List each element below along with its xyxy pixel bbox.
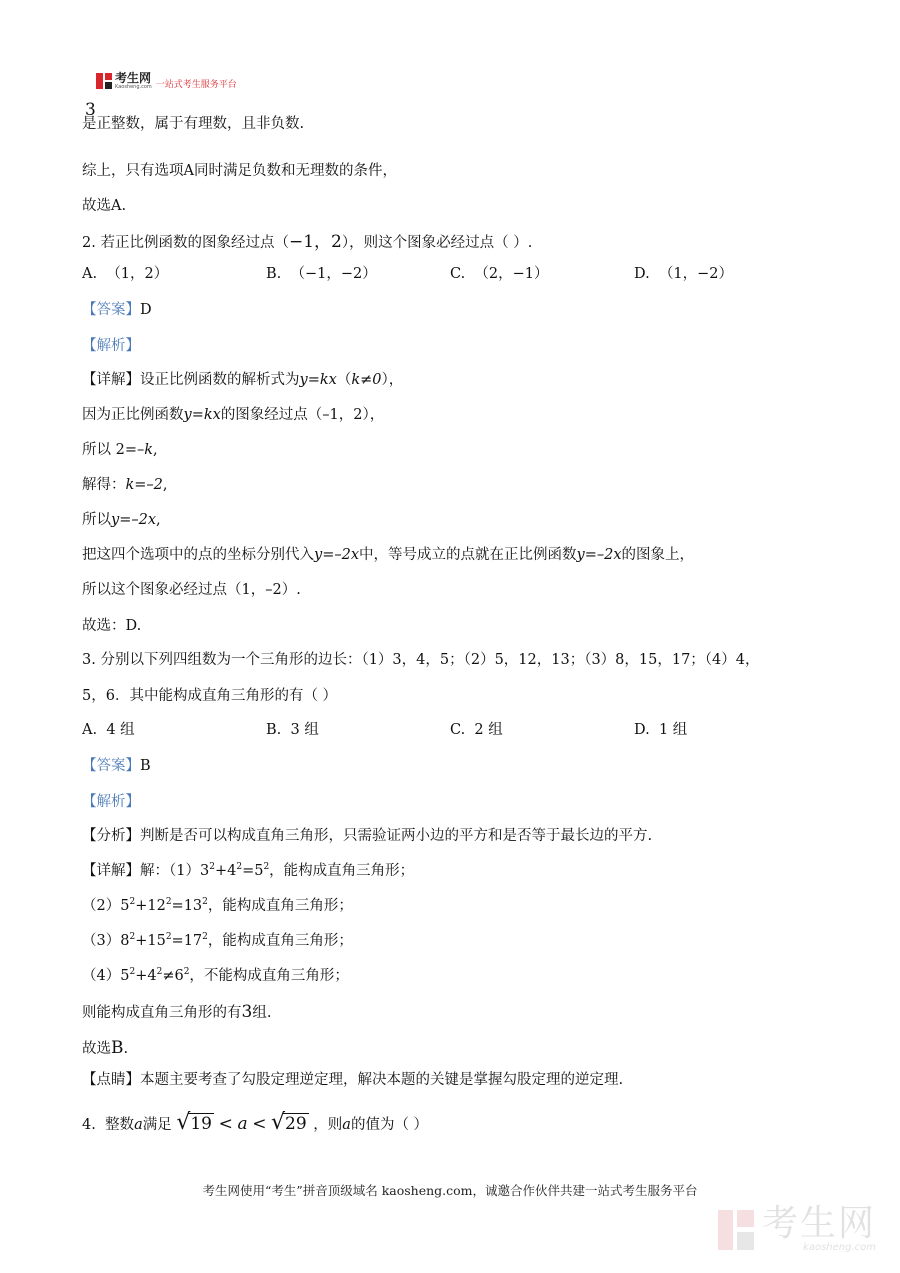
- q2-option-a: A. （1，2）: [82, 266, 169, 282]
- prev-conclusion: 故选A.: [82, 198, 127, 214]
- q2-detail-3: 所以 2=–k,: [82, 442, 158, 458]
- q3-analysis-label: 【解析】: [82, 794, 140, 810]
- q3-result: 则能构成直角三角形的有3组.: [82, 1002, 272, 1022]
- q3-stem-line2: 5，6．其中能构成直角三角形的有（ ）: [82, 688, 338, 704]
- watermark-subtext: kaosheng.com: [803, 1242, 877, 1253]
- q3-answer: 【答案】B: [82, 758, 151, 774]
- q4-stem: 4. 整数a满足 √ 19 < a < √ 29 ，则a的值为（ ）: [82, 1110, 429, 1135]
- q3-option-a: A. 4 组: [82, 722, 135, 738]
- sqrt-19: √ 19: [176, 1110, 212, 1135]
- prev-summary: 综上，只有选项A同时满足负数和无理数的条件，: [82, 163, 397, 179]
- logo-text: 考生网: [115, 71, 152, 85]
- q2-detail-6: 把这四个选项中的点的坐标分别代入y=–2x中，等号成立的点就在正比例函数y=–2x的图象上，: [82, 547, 694, 563]
- q3-detail-1: 【详解】解：$(1)3^2+4^2=5^2$，能构成直角三角形；: [82, 862, 415, 879]
- q2-detail-2: 因为正比例函数y=kx的图象经过点（–1，2），: [82, 407, 385, 423]
- watermark-text: 考生网: [762, 1203, 877, 1244]
- q3-option-d: D. 1 组: [634, 722, 688, 738]
- logo-slogan: 一站式考生服务平台: [155, 79, 237, 90]
- q2-detail-8: 故选：D.: [82, 618, 142, 634]
- watermark-logo-icon: [718, 1210, 754, 1250]
- header-logo: [96, 72, 237, 90]
- sqrt-29: √ 29: [271, 1110, 307, 1135]
- watermark: [718, 1203, 877, 1253]
- q2-option-d: D. （1，−2）: [634, 266, 734, 282]
- q2-detail-1: 【详解】设正比例函数的解析式为y=kx（k≠0），: [82, 372, 404, 388]
- q3-dianjing: 【点睛】本题主要考查了勾股定理逆定理，解决本题的关键是掌握勾股定理的逆定理.: [82, 1072, 624, 1088]
- q2-option-c: C. （2，−1）: [450, 266, 549, 282]
- q2-detail-5: 所以y=–2x,: [82, 512, 161, 528]
- q3-detail-3: $(3)8^2+15^2=17^2$，能构成直角三角形；: [82, 932, 353, 949]
- q3-fenxi: 【分析】判断是否可以构成直角三角形，只需验证两小边的平方和是否等于最长边的平方.: [82, 828, 653, 844]
- logo-subtext: Kaosheng.com: [115, 84, 152, 90]
- prev-text: 是正整数，属于有理数，且非负数.: [82, 116, 305, 132]
- q2-detail-4: 解得：k=–2,: [82, 477, 168, 493]
- page-footer: 考生网使用“考生”拼音顶级域名 kaosheng.com，诚邀合作伙伴共建一站式考生服务平台: [202, 1183, 698, 1198]
- logo-icon: [96, 73, 112, 89]
- q2-option-b: B. （−1，−2）: [266, 266, 377, 282]
- q3-option-c: C. 2 组: [450, 722, 503, 738]
- q3-conclusion: 故选B.: [82, 1038, 129, 1058]
- prev-number: 3: [85, 100, 96, 120]
- q3-option-b: B. 3 组: [266, 722, 319, 738]
- q2-detail-7: 所以这个图象必经过点（1，–2）.: [82, 582, 301, 598]
- q3-stem-line1: 3. 分别以下列四组数为一个三角形的边长：（1）3，4，5；（2）5，12，13；（3）8，15，17；（4）4，: [82, 652, 760, 668]
- q2-analysis-label: 【解析】: [82, 338, 140, 354]
- q3-detail-2: $(2)5^2+12^2=13^2$，能构成直角三角形；: [82, 897, 353, 914]
- q2-answer: 【答案】D: [82, 302, 152, 318]
- q3-detail-4: $(4)5^2+4^2\ne 6^2$，不能构成直角三角形；: [82, 967, 349, 984]
- q2-stem: 2. 若正比例函数的图象经过点（−1，2），则这个图象必经过点（ ）.: [82, 232, 533, 252]
